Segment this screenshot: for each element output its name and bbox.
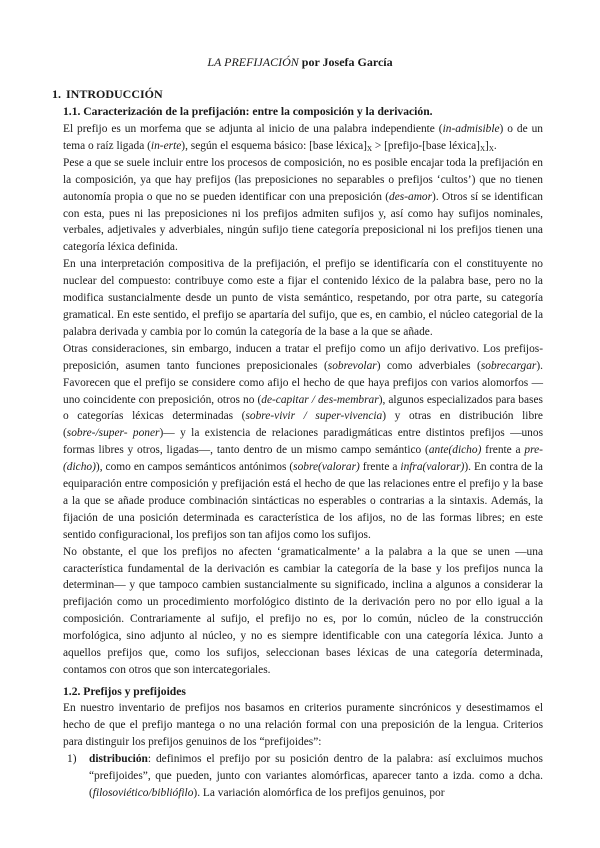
text-run: ), algunos especializados para bases o categorías léxicas determinadas (: [63, 393, 543, 423]
example-word: sobre-vivir / super-vivencia: [245, 410, 383, 423]
criteria-list: [63, 751, 543, 802]
example-word: infra(valorar): [400, 461, 465, 474]
example-word: sobrevolar: [327, 359, 377, 372]
list-number: 1): [67, 753, 77, 765]
text-run: ). En contra de la equiparación entre composición y prefijación está el hecho de que las relaciones entre el prefijo y la base a la que se añade produce combinación sintácticas no esperables o contrarias a la sintaxis. Además, la fijación de una posición determinada es característica de los afijos, no de las formas libres; en este sentido configuracional, los prefijos son tan afijos como los sufijos.: [63, 461, 543, 541]
body-text-1-1: [63, 121, 543, 679]
text-run: ) y otras en distribución libre (: [63, 410, 543, 440]
example-word: in-erte: [150, 139, 182, 152]
example-word: sobre(valorar): [293, 461, 360, 474]
text-run: : definimos el prefijo por su posición dentro de la palabra: así excluimos muchos “prefijoides”, que pueden, junto con variantes alomórficas, aparecer tanto a izda. como a dcha. (: [89, 753, 543, 799]
text-run: El prefijo es un morfema que se adjunta al inicio de una palabra independiente (: [63, 123, 443, 135]
text-run: ), como en campos semánticos antónimos (: [95, 461, 294, 474]
example-word: sobre-/super- poner: [66, 427, 160, 440]
text-run: ) como adverbiales (: [376, 359, 481, 372]
text-run: ). La variación alomórfica de los prefijos genuinos, por: [193, 786, 445, 799]
example-word: des-amor: [389, 190, 433, 203]
text-run: ), según el esquema básico: [base léxica]: [181, 139, 367, 152]
text-run: ) o de un tema o raíz ligada (: [63, 123, 543, 152]
section-label: INTRODUCCIÓN: [66, 87, 163, 101]
subscript: X: [488, 144, 494, 153]
example-word: pre-(dicho): [63, 444, 543, 474]
example-word: sobrecargar: [480, 359, 537, 372]
paragraph-6: En nuestro inventario de prefijos nos basamos en criterios puramente sincrónicos y desestimamos el hecho de que el prefijo mantega o no una relación formal con una preposición de la lengua. Criterios para distinguir los prefijos genuinos de los “prefijoides”:: [63, 702, 543, 748]
title-author: por Josefa García: [298, 55, 393, 69]
text-run: ). Favorecen que el prefijo se considere como afijo el hecho de que haya prefijos con varios alomorfos —uno coincidente con preposición, otros no (: [63, 359, 543, 406]
example-word: de-capitar / des-membrar: [261, 393, 379, 406]
text-run: )— y la existencia de relaciones paradigmáticas entre distintos prefijos —unos formas libres y otros, ligadas—, tanto dentro de un mismo campo semántico (: [63, 427, 544, 457]
document-title: [0, 54, 600, 70]
subsection-heading-1-2: 1.2. Prefijos y prefijoides: [63, 685, 186, 698]
subscript: X: [366, 144, 373, 153]
paragraph-4: [63, 341, 543, 544]
example-word: ante(dicho): [428, 444, 482, 457]
section-heading-introduccion: [52, 86, 163, 102]
paragraph-3: En una interpretación compositiva de la prefijación, el prefijo se identificaría con el constituyente no nuclear del compuesto: contribuye como este a fijar el contenido léxico de la palabra base, pero no la modifica sustancialmente desde un punto de vista semántico, respetando, por otra parte, su categoría gramatical. En este sentido, el prefijo se apartaría del sufijo, que es, en cambio, el núcleo categorial de la palabra derivada y cambia por lo común la categoría de la base a la que se añade.: [63, 258, 543, 338]
paragraph-1: [63, 121, 543, 155]
example-word: filosoviético/bibliófilo: [92, 786, 194, 799]
text-run: ). Otros sí se identifican con esta, pues ni las preposiciones ni los prefijos admiten sufijos y, así como hay sufijos nominales, verbales, adjetivales y adverbiales, ningún sufijo tiene categoría preposicional ni los prefijos tienen una categoría léxica definida.: [63, 190, 543, 254]
title-main: LA PREFIJACIÓN: [207, 55, 299, 69]
text-run: ]: [485, 139, 489, 152]
example-word: in-admisible: [442, 123, 500, 135]
text-run: .: [493, 139, 497, 152]
paragraph-5: No obstante, el que los prefijos no afecten ‘gramaticalmente’ a la palabra a la que se unen —una característica fundamental de la derivación es cambiar la categoría de la base y los prefijos nunca la determinan— y que tampoco cambien sustancialmente su significado, inclina a algunos a considerar la prefijación como un procedimiento morfológico distinto de la derivación pero no por ello igual a la composición. Contrariamente al sufijo, el prefijo no es, por lo común, núcleo de la construcción morfológica, sino adjunto al núcleo, y no es siempre identificable con una categoría léxica. Junto a aquellos prefijos que, como los sufijos, seleccionan bases léxicas de una categoría determinada, contamos con otros que son intercategoriales.: [63, 545, 543, 676]
subscript: X: [479, 144, 486, 153]
subsection-heading-1-1: 1.1. Caracterización de la prefijación: entre la composición y la derivación.: [63, 105, 433, 118]
text-run: frente a: [481, 444, 525, 457]
paragraph-2: [63, 155, 543, 256]
text-run: Pese a que se suele incluir entre los procesos de composición, no es posible encajar toda la prefijación en la composición, ya que hay prefijos (las preposiciones no separables o prefijos ‘cultos’) que no tienen autonomía propia o que no se pueden identificar con una preposición (: [63, 156, 543, 203]
text-run: > [prefijo-[base léxica]: [372, 139, 480, 152]
list-item: [63, 751, 543, 802]
text-run: Otras consideraciones, sin embargo, inducen a tratar el prefijo como un afijo derivativo. Los prefijos-preposición, asumen tanto funciones preposicionales (: [63, 342, 543, 372]
section-number: 1.: [52, 87, 61, 101]
text-run: frente a: [359, 461, 401, 474]
body-text-1-2: [63, 700, 543, 751]
list-term: distribución: [89, 753, 148, 765]
